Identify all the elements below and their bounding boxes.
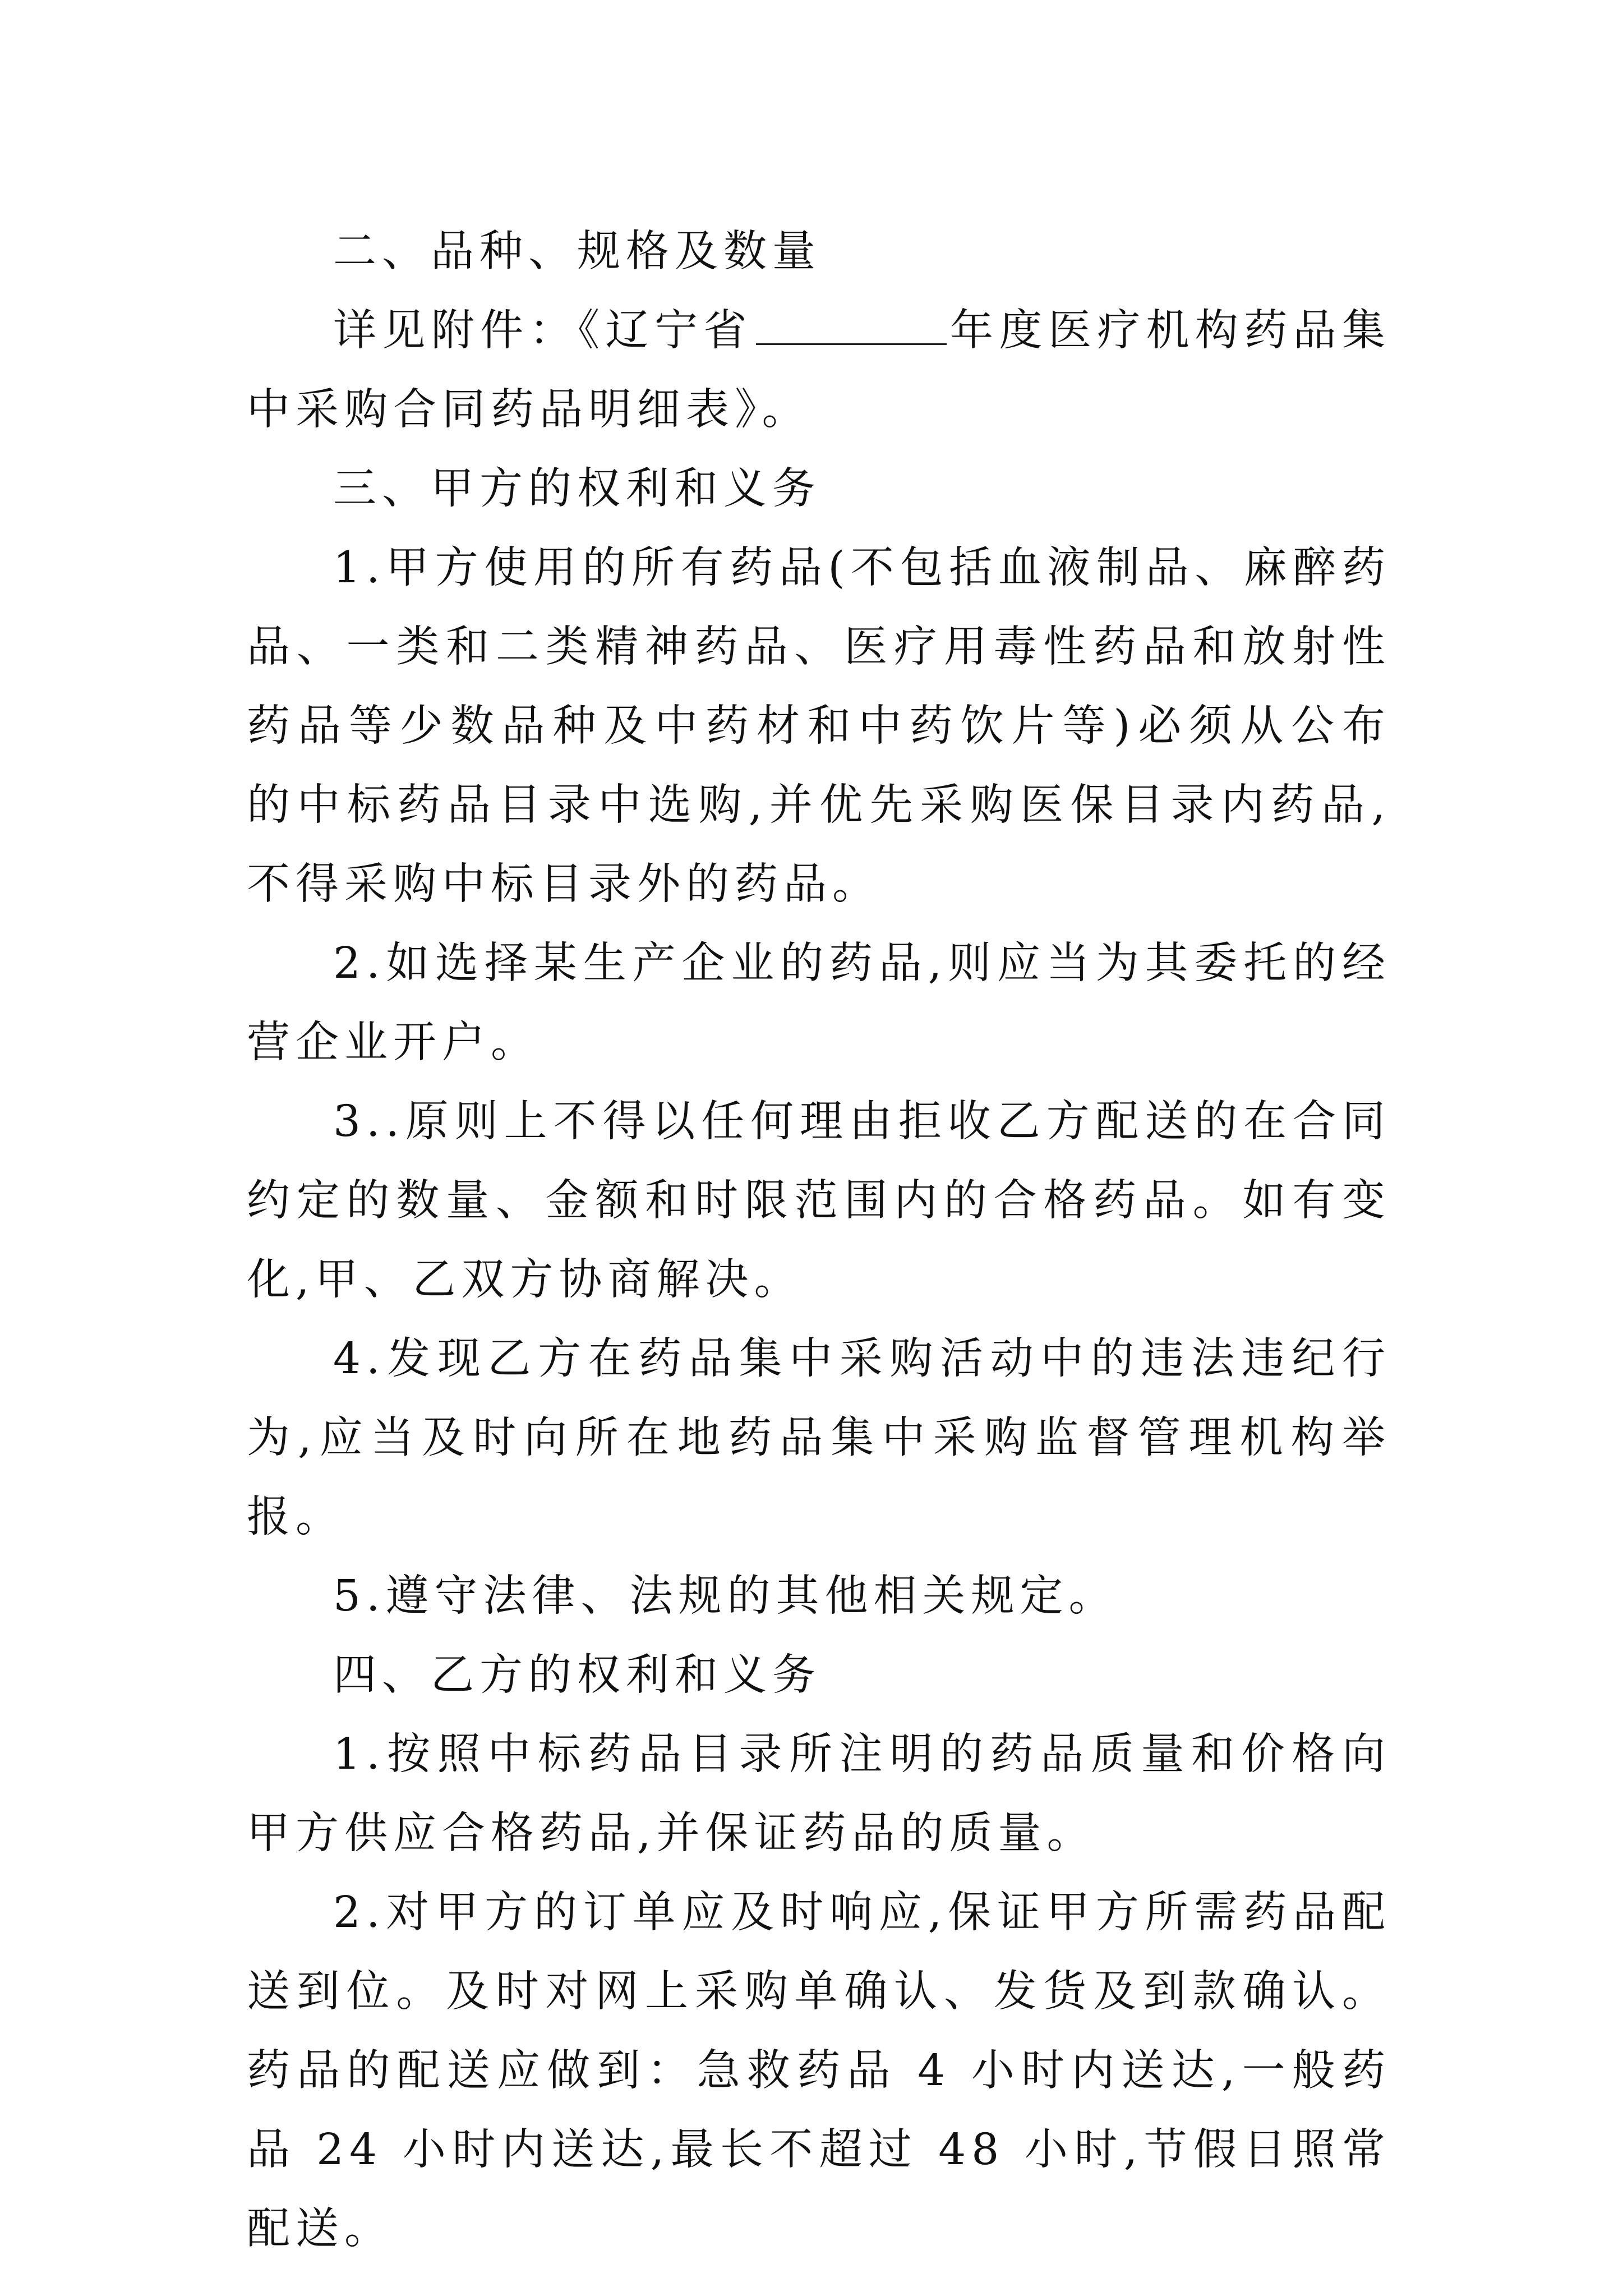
section-2-heading: 二、品种、规格及数量: [333, 227, 821, 277]
section-3-item-4: 4.发现乙方在药品集中采购活动中的违法违纪行为,应当及时向所在地药品集中采购监督管理机构举报。: [247, 1334, 1391, 1542]
section-2-attachment-paragraph: [247, 291, 1391, 449]
attachment-text-after: 年度医疗机构药品集中采购合同药品明细表》。: [247, 306, 1391, 435]
section-3-heading: 三、甲方的权利和义务: [333, 464, 821, 514]
section-3-item-5: 5.遵守法律、法规的其他相关规定。: [333, 1571, 1118, 1621]
attachment-text-before: 详见附件：《辽宁省: [333, 306, 753, 356]
section-3-item-3: 3..原则上不得以任何理由拒收乙方配送的在合同约定的数量、金额和时限范围内的合格药品。如有变化,甲、乙双方协商解决。: [247, 1097, 1391, 1305]
section-4-heading: 四、乙方的权利和义务: [333, 1650, 821, 1700]
section-3-item-2: 2.如选择某生产企业的药品,则应当为其委托的经营企业开户。: [247, 938, 1391, 1068]
year-blank-field: [756, 310, 947, 345]
section-3-item-1: 1.甲方使用的所有药品(不包括血液制品、麻醉药品、一类和二类精神药品、医疗用毒性药品和放射性药品等少数品种及中药材和中药饮片等)必须从公布的中标药品目录中选购,并优先采购医保目录内药品,不得采购中标目录外的药品。: [247, 543, 1391, 909]
document-body: [247, 212, 1391, 2269]
section-4-item-1: 1.按照中标药品目录所注明的药品质量和价格向甲方供应合格药品,并保证药品的质量。: [247, 1729, 1391, 1858]
section-4-item-2: 2.对甲方的订单应及时响应,保证甲方所需药品配送到位。及时对网上采购单确认、发货及到款确认。药品的配送应做到：急救药品 4 小时内送达,一般药品 24 小时内送达,最长不超过 48 小时,节假日照常配送。: [247, 1888, 1391, 2254]
